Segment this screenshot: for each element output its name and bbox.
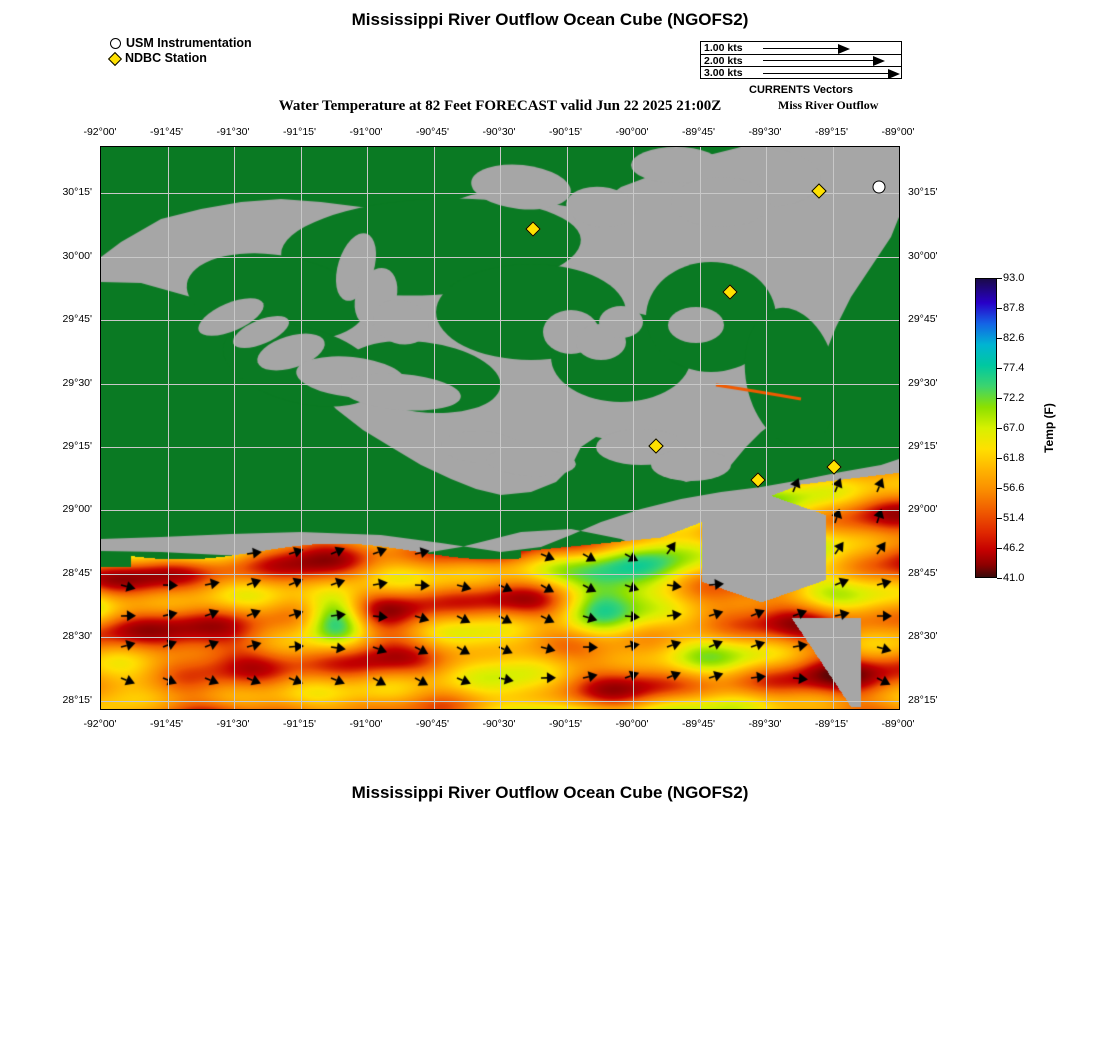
legend-item-usm bbox=[110, 36, 252, 51]
gridline-horizontal bbox=[101, 447, 899, 448]
map-subtitle: Water Temperature at 82 Feet FORECAST valid Jun 22 2025 21:00Z bbox=[278, 98, 722, 114]
x-axis-tick-label: -91°45' bbox=[149, 718, 184, 730]
x-axis-tick-label: -90°30' bbox=[482, 718, 516, 730]
colorbar-tick bbox=[997, 518, 1002, 519]
colorbar-tick-label: 56.6 bbox=[1003, 482, 1025, 494]
bottom-title: Mississippi River Outflow Ocean Cube (NGOFS2) bbox=[351, 783, 749, 802]
colorbar-tick-label: 77.4 bbox=[1003, 362, 1025, 374]
x-axis-tick-label: -89°15' bbox=[814, 718, 849, 730]
currents-vectors-caption: CURRENTS Vectors bbox=[749, 84, 853, 96]
x-axis-tick-label: -89°45' bbox=[681, 718, 716, 730]
gridline-horizontal bbox=[101, 510, 899, 511]
x-axis-tick-label: -90°00' bbox=[615, 718, 649, 730]
y-axis-tick-label: 28°15' bbox=[62, 693, 92, 706]
colorbar-tick bbox=[997, 488, 1002, 489]
y-axis-tick-label: 30°15' bbox=[62, 186, 92, 199]
usm-instrumentation-icon bbox=[110, 38, 121, 49]
x-axis-tick-label: -91°00' bbox=[349, 126, 383, 138]
gridline-horizontal bbox=[101, 701, 899, 702]
colorbar-tick bbox=[997, 278, 1002, 279]
vector-arrowhead-1 bbox=[838, 44, 850, 54]
vector-key-label-3: 3.00 kts bbox=[704, 67, 743, 80]
vector-key-row-1 bbox=[701, 42, 901, 55]
colorbar-tick bbox=[997, 398, 1002, 399]
y-axis-tick-label: 29°30' bbox=[62, 376, 92, 389]
x-axis-tick-label: -91°00' bbox=[349, 718, 383, 730]
vector-key-row-2 bbox=[701, 55, 901, 68]
y-axis-tick-label: 30°15' bbox=[908, 186, 938, 199]
gridline-horizontal bbox=[101, 193, 899, 194]
legend-label-usm: USM Instrumentation bbox=[126, 36, 252, 50]
y-axis-tick-label: 29°15' bbox=[62, 440, 92, 452]
y-axis-tick-label: 30°00' bbox=[908, 249, 938, 262]
colorbar-tick bbox=[997, 308, 1002, 309]
gridline-vertical bbox=[700, 147, 701, 709]
currents-vector-key bbox=[700, 41, 902, 79]
temperature-colorbar bbox=[975, 278, 997, 578]
colorbar-tick bbox=[997, 428, 1002, 429]
x-axis-tick-label: -91°30' bbox=[216, 126, 250, 138]
colorbar-tick-label: 46.2 bbox=[1003, 542, 1025, 554]
x-axis-tick-label: -89°15' bbox=[814, 126, 849, 138]
colorbar-tick bbox=[997, 458, 1002, 459]
x-axis-tick-label: -90°45' bbox=[415, 718, 450, 730]
gridline-horizontal bbox=[101, 574, 899, 575]
x-axis-tick-label: -90°00' bbox=[615, 126, 649, 138]
x-axis-tick-label: -92°00' bbox=[83, 718, 117, 730]
x-axis-tick-label: -90°30' bbox=[482, 126, 516, 138]
gridline-vertical bbox=[168, 147, 169, 709]
y-axis-tick-label: 28°45' bbox=[908, 566, 938, 579]
x-axis-tick-label: -90°45' bbox=[415, 126, 450, 138]
gridline-horizontal bbox=[101, 257, 899, 258]
station-legend bbox=[110, 36, 252, 66]
y-axis-tick-label: 29°45' bbox=[908, 313, 938, 326]
vector-arrow-3 bbox=[763, 73, 888, 74]
gridline-vertical bbox=[766, 147, 767, 709]
gridline-vertical bbox=[367, 147, 368, 709]
y-axis-tick-label: 30°00' bbox=[62, 249, 92, 262]
x-axis-tick-label: -90°15' bbox=[548, 718, 583, 730]
y-axis-tick-label: 29°45' bbox=[62, 313, 92, 326]
legend-label-ndbc: NDBC Station bbox=[125, 51, 207, 65]
colorbar-tick bbox=[997, 338, 1002, 339]
vector-arrowhead-2 bbox=[873, 56, 885, 66]
gridline-horizontal bbox=[101, 320, 899, 321]
vector-arrow-2 bbox=[763, 60, 873, 61]
x-axis-tick-label: -89°45' bbox=[681, 126, 716, 138]
vector-key-row-3 bbox=[701, 67, 901, 80]
colorbar-tick bbox=[997, 548, 1002, 549]
legend-item-ndbc bbox=[110, 51, 252, 66]
y-axis-tick-label: 29°00' bbox=[908, 503, 938, 516]
x-axis-tick-label: -91°30' bbox=[216, 718, 250, 730]
vector-key-label-2: 2.00 kts bbox=[704, 54, 743, 67]
vector-key-label-1: 1.00 kts bbox=[704, 42, 743, 54]
y-axis-tick-label: 28°45' bbox=[62, 566, 92, 579]
x-axis-tick-label: -89°00' bbox=[881, 718, 915, 730]
x-axis-tick-label: -89°00' bbox=[881, 126, 915, 138]
gridline-vertical bbox=[301, 147, 302, 709]
x-axis-tick-label: -91°45' bbox=[149, 126, 184, 138]
y-axis-tick-label: 28°30' bbox=[62, 630, 92, 643]
gridline-vertical bbox=[567, 147, 568, 709]
colorbar-tick-label: 41.0 bbox=[1003, 572, 1025, 584]
gridline-vertical bbox=[234, 147, 235, 709]
colorbar-tick-label: 61.8 bbox=[1003, 452, 1025, 464]
colorbar-tick bbox=[997, 578, 1002, 579]
vector-arrowhead-3 bbox=[888, 69, 900, 79]
gridline-vertical bbox=[500, 147, 501, 709]
y-axis-tick-label: 29°15' bbox=[908, 440, 938, 452]
x-axis-tick-label: -91°15' bbox=[282, 718, 317, 730]
colorbar-tick-label: 82.6 bbox=[1003, 332, 1025, 344]
y-axis-tick-label: 28°30' bbox=[908, 630, 938, 643]
x-axis-tick-label: -90°15' bbox=[548, 126, 583, 138]
colorbar-tick-label: 51.4 bbox=[1003, 512, 1025, 524]
colorbar-title: Temp (F) bbox=[1042, 403, 1056, 453]
colorbar-tick-label: 72.2 bbox=[1003, 392, 1025, 404]
map-panel[interactable] bbox=[100, 146, 900, 710]
y-axis-tick-label: 29°00' bbox=[62, 503, 92, 516]
x-axis-tick-label: -91°15' bbox=[282, 126, 317, 138]
usm-instrumentation-1[interactable] bbox=[873, 181, 886, 194]
colorbar-tick-label: 87.8 bbox=[1003, 302, 1025, 314]
vector-arrow-1 bbox=[763, 48, 838, 49]
ndbc-station-icon bbox=[108, 51, 122, 65]
y-axis-tick-label: 28°15' bbox=[908, 693, 938, 706]
gridline-horizontal bbox=[101, 384, 899, 385]
x-axis-tick-label: -89°30' bbox=[748, 718, 782, 730]
x-axis-tick-label: -89°30' bbox=[748, 126, 782, 138]
gridline-vertical bbox=[633, 147, 634, 709]
gridline-horizontal bbox=[101, 637, 899, 638]
gridline-vertical bbox=[434, 147, 435, 709]
y-axis-tick-label: 29°30' bbox=[908, 376, 938, 389]
page-title: Mississippi River Outflow Ocean Cube (NGOFS2) bbox=[351, 10, 749, 29]
colorbar-tick-label: 93.0 bbox=[1003, 272, 1025, 284]
outflow-label: Miss River Outflow bbox=[778, 98, 879, 112]
colorbar-tick bbox=[997, 368, 1002, 369]
x-axis-tick-label: -92°00' bbox=[83, 126, 117, 138]
colorbar-tick-label: 67.0 bbox=[1003, 422, 1025, 434]
gridline-vertical bbox=[833, 147, 834, 709]
